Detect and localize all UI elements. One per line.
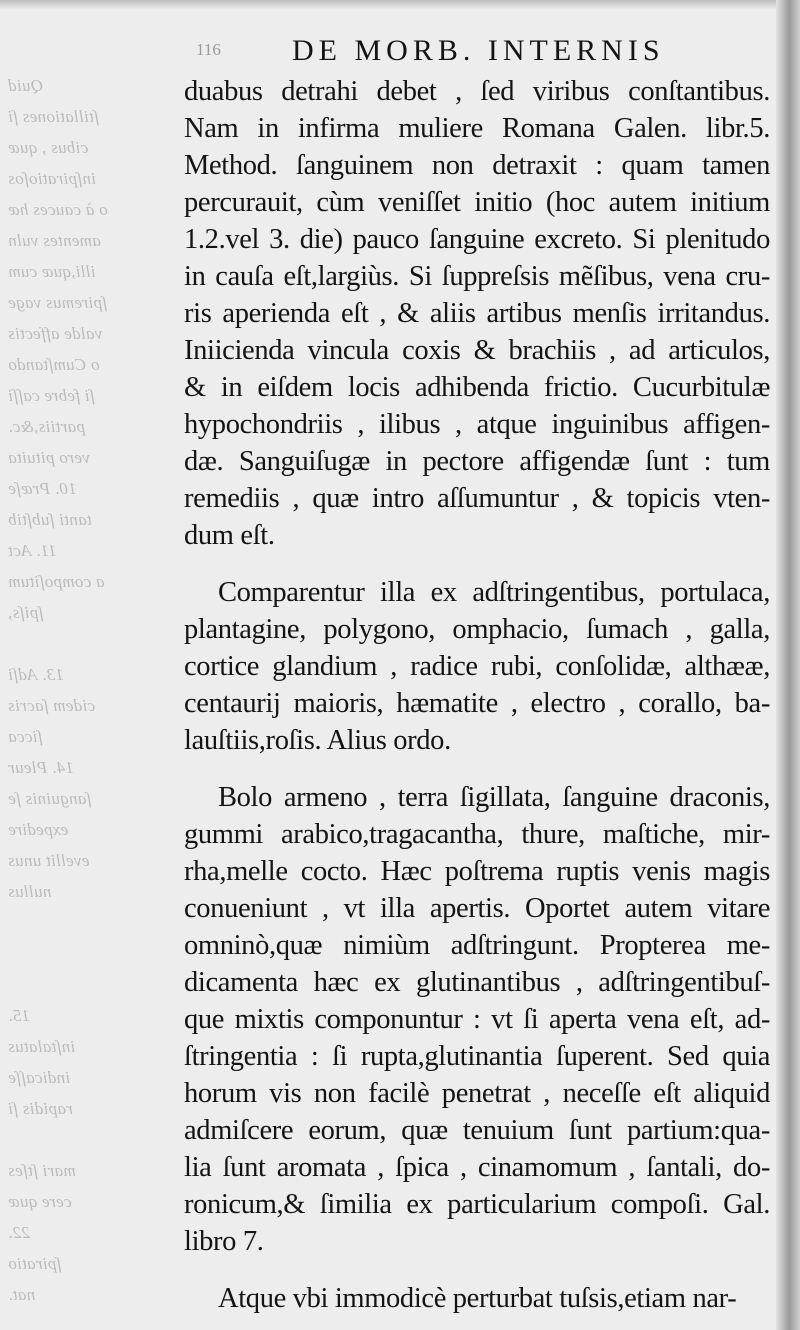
bleed-through-line: o Cumſtando	[8, 355, 100, 374]
text-line: 1.2.vel 3. die) pauco ſanguine excreto. Si plenitudo	[184, 224, 770, 255]
text-line: omninò,quæ nimiùm adſtringunt. Propterea me-	[184, 930, 770, 961]
paragraph-gap	[184, 1260, 770, 1280]
bleed-through-line: o à cauces hæ	[8, 200, 108, 219]
bleed-through-line: amentes vuln	[8, 231, 101, 250]
bleed-through-line: inſpiratioſos	[8, 169, 96, 188]
bleed-through-line: 10. Præſe	[8, 479, 77, 498]
paragraph	[184, 1280, 770, 1317]
bleed-through-line: rapidis ſi	[8, 1099, 73, 1118]
text-line: Nam in infirma muliere Romana Galen. libr.5.	[184, 113, 770, 144]
bleed-through-line: illi,quæ cum	[8, 262, 96, 281]
text-line: lia ſunt aromata , ſpica , cinamomum , ſantali, do-	[184, 1152, 770, 1183]
bleed-through-line: 13. Adſi	[8, 665, 64, 684]
bleed-through-line: expedire	[8, 820, 69, 839]
bleed-through-line	[8, 1124, 178, 1155]
text-line: centaurij maioris, hæmatite , electro , corallo, ba-	[184, 688, 770, 719]
text-line: ris aperienda eſt , & aliis artibus menſis irritandus.	[184, 298, 770, 329]
bleed-through-line: indicaſſe	[8, 1068, 71, 1087]
paragraph	[184, 73, 770, 554]
bleed-through-line: valde affectis	[8, 324, 103, 343]
text-line: Atque vbi immodicè perturbat tuſsis,etiam nar-	[218, 1283, 737, 1314]
page-gutter-shadow	[776, 0, 800, 1330]
text-line: Iniicienda vincula coxis & brachiis , ad articulos,	[184, 335, 770, 366]
text-line: cortice glandium , radice rubi, conſolidæ, althææ,	[184, 651, 770, 682]
running-head: DE MORB. INTERNIS	[292, 34, 665, 67]
bleed-through-line	[8, 907, 178, 938]
bleed-through-line	[8, 628, 178, 659]
bleed-through-line: nat.	[8, 1285, 36, 1304]
bleed-through-line: ſpiratio	[8, 1254, 62, 1273]
text-line: hypochondriis , ilibus , atque inguinibus affigen-	[184, 409, 770, 440]
text-line: dum eſt.	[184, 520, 275, 551]
bleed-through-line: nullus	[8, 882, 52, 901]
paragraph-gap	[184, 554, 770, 574]
text-line: dicamenta hæc ex glutinantibus , adſtringentibuſ-	[184, 967, 770, 998]
text-line: Bolo armeno , terra ſigillata, ſanguine draconis,	[218, 782, 770, 813]
bleed-through-line: ſicca	[8, 727, 43, 746]
bleed-through-line: ſpiſs,	[8, 603, 44, 622]
text-line: Comparentur illa ex adſtringentibus, portulaca,	[218, 577, 770, 608]
bleed-through-line: Quid	[8, 76, 44, 95]
text-line: plantagine, polygono, omphacio, ſumach , galla,	[184, 614, 770, 645]
text-line: que mixtis componuntur : vt ſi aperta vena eſt, ad-	[184, 1004, 770, 1035]
text-line: lauſtiis,roſis. Alius ordo.	[184, 725, 451, 756]
bleed-through-line: cere quæ	[8, 1192, 72, 1211]
bleed-through-line: tanti ſubſtib	[8, 510, 92, 529]
bleed-through-line	[8, 969, 178, 1000]
bleed-through-line: ſtillationes ſi	[8, 107, 99, 126]
paragraph	[184, 779, 770, 1260]
text-line: conueniunt , vt illa apertis. Oportet autem vitare	[184, 893, 770, 924]
bleed-through-line: evellit unus	[8, 851, 90, 870]
bleed-through-line: ſi febre caſſi	[8, 386, 95, 405]
bleed-through-line: partiis,&c.	[8, 417, 85, 436]
bleed-through-line: 22.	[8, 1223, 31, 1242]
text-line: duabus detrahi debet , ſed viribus conſtantibus.	[184, 76, 770, 107]
bleed-through-line: a compoſitum	[8, 572, 105, 591]
bleed-through-line	[8, 938, 178, 969]
text-line: libro 7.	[184, 1226, 264, 1257]
paragraph	[184, 574, 770, 759]
page-number: 116	[196, 40, 221, 59]
bleed-through-line: ſpiremus vage	[8, 293, 108, 312]
bleed-through-line: cibus , quæ	[8, 138, 89, 157]
bleed-through-line: 15.	[8, 1006, 31, 1025]
text-line: percurauit, cùm veniſſet initio (hoc autem initium	[184, 187, 770, 218]
bleed-through-line: cidem ſacris	[8, 696, 96, 715]
text-line: rha,melle cocto. Hæc poſtrema ruptis venis magis	[184, 856, 770, 887]
page-header	[180, 32, 780, 72]
bleed-through-line: ſanguinis ſe	[8, 789, 92, 808]
paragraph-gap	[184, 759, 770, 779]
bleed-through-line: inſtalatus	[8, 1037, 76, 1056]
text-line: gummi arabico,tragacantha, thure, maſtiche, mir-	[184, 819, 770, 850]
text-line: ronicum,& ſimilia ex particularium compoſi. Gal.	[184, 1189, 770, 1220]
text-line: Method. ſanguinem non detraxit : quam tamen	[184, 150, 770, 181]
bleed-through-line: 11. Act	[8, 541, 57, 560]
text-line: in cauſa eſt,largiùs. Si ſuppreſsis mẽſibus, vena cru-	[184, 261, 770, 292]
bleed-through-line: vero pituita	[8, 448, 90, 467]
text-line: dæ. Sanguiſugæ in pectore affigendæ ſunt : tum	[184, 446, 770, 477]
bleed-through-line: 14. Pleur	[8, 758, 74, 777]
page-top-shadow	[0, 0, 800, 10]
text-line: remediis , quæ intro aſſumuntur , & topicis vten-	[184, 483, 770, 514]
text-line: admiſcere eorum, quæ tenuium ſunt partium:qua-	[184, 1115, 770, 1146]
bleed-through-line: mari ſtſes	[8, 1161, 76, 1180]
text-line: horum vis non facilè penetrat , neceſſe eſt aliquid	[184, 1078, 770, 1109]
bleed-through-text	[8, 70, 178, 1304]
text-line: ſtringentia : ſi rupta,glutinantia ſuperent. Sed quia	[184, 1041, 770, 1072]
text-line: & in eiſdem locis adhibenda frictio. Cucurbitulæ	[184, 372, 770, 403]
body-text	[184, 73, 770, 1317]
